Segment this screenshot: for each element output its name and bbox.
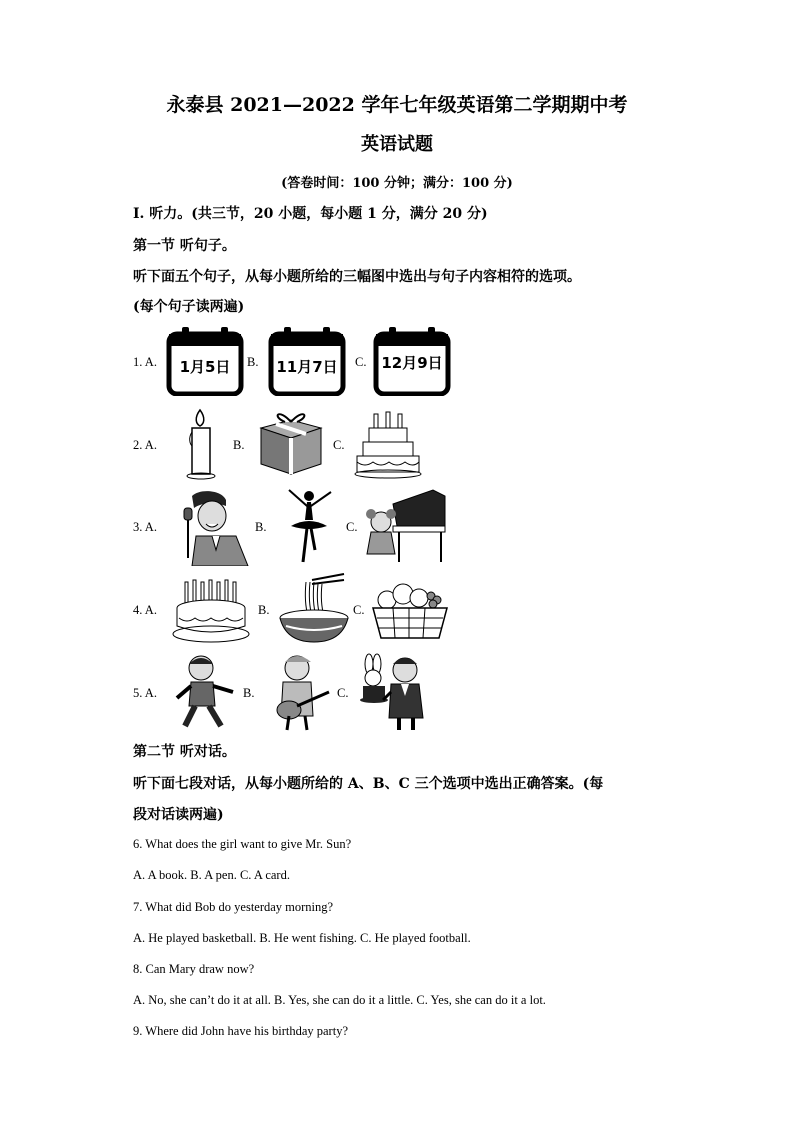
- calendar-date: 1月5日: [179, 358, 231, 376]
- part2-title: 第二节 听对话。: [133, 744, 236, 760]
- calendar-image-a: [166, 326, 244, 396]
- question-row-4: [133, 566, 733, 646]
- calendar-date: 12月9日: [381, 354, 443, 372]
- option-b-label: B.: [247, 355, 259, 369]
- kung-fu-boy-image: [173, 652, 243, 732]
- question-8: 8. Can Mary draw now?: [133, 962, 255, 976]
- question-7: 7. What did Bob do yesterday morning?: [133, 900, 334, 914]
- calendar-image-b: [268, 326, 346, 396]
- question-row-3: [133, 486, 733, 566]
- option-c-label: C.: [337, 686, 349, 700]
- option-c-label: C.: [346, 520, 358, 534]
- question-number: 2. A.: [133, 438, 157, 452]
- question-9: 9. Where did John have his birthday party?: [133, 1024, 348, 1038]
- birthday-cake-image: [353, 406, 423, 482]
- question-row-1: [133, 326, 733, 406]
- part1-title: 第一节 听句子。: [133, 238, 236, 254]
- question-number: 1. A.: [133, 355, 157, 369]
- option-c-label: C.: [355, 355, 367, 369]
- part1-note: (每个句子读两遍): [133, 299, 245, 315]
- magician-boy-image: [355, 652, 427, 732]
- question-6-options: A. A book. B. A pen. C. A card.: [133, 868, 290, 882]
- option-c-label: C.: [353, 603, 365, 617]
- ballet-dancer-image: [279, 486, 339, 564]
- question-row-2: [133, 406, 733, 486]
- part2-instruction: 听下面七段对话，从每小题所给的 A、B、C 三个选项中选出正确答案。(每: [133, 776, 604, 792]
- candle-image: [180, 408, 220, 480]
- question-6: 6. What does the girl want to give Mr. Sun?: [133, 837, 352, 851]
- question-7-options: A. He played basketball. B. He went fishing. C. He played football.: [133, 931, 471, 945]
- exam-subtitle: 英语试题: [361, 134, 433, 155]
- gift-box-image: [255, 406, 327, 478]
- option-b-label: B.: [258, 603, 270, 617]
- question-row-5: [133, 648, 733, 728]
- option-b-label: B.: [243, 686, 255, 700]
- noodles-image: [278, 572, 350, 646]
- question-number: 3. A.: [133, 520, 157, 534]
- fruit-basket-image: [369, 578, 451, 642]
- guitar-boy-image: [269, 652, 333, 732]
- part1-instruction: 听下面五个句子，从每小题所给的三幅图中选出与句子内容相符的选项。: [133, 269, 581, 285]
- calendar-date: 11月7日: [276, 358, 338, 376]
- girl-piano-image: [363, 486, 447, 566]
- option-b-label: B.: [233, 438, 245, 452]
- question-8-options: A. No, she can’t do it at all. B. Yes, she can do it a little. C. Yes, she can do it a lot.: [133, 993, 546, 1007]
- option-b-label: B.: [255, 520, 267, 534]
- exam-title: 永泰县 2021—2022 学年七年级英语第二学期期中考: [166, 94, 628, 116]
- question-number: 5. A.: [133, 686, 157, 700]
- cake-candles-image: [171, 576, 251, 646]
- section-heading: Ⅰ. 听力。(共三节，20 小题，每小题 1 分，满分 20 分): [133, 206, 488, 222]
- singer-image: [166, 488, 250, 566]
- part2-instruction-cont: 段对话读两遍): [133, 807, 224, 823]
- time-info: (答卷时间：100 分钟；满分：100 分): [281, 176, 513, 191]
- question-number: 4. A.: [133, 603, 157, 617]
- option-c-label: C.: [333, 438, 345, 452]
- calendar-image-c: [373, 326, 451, 396]
